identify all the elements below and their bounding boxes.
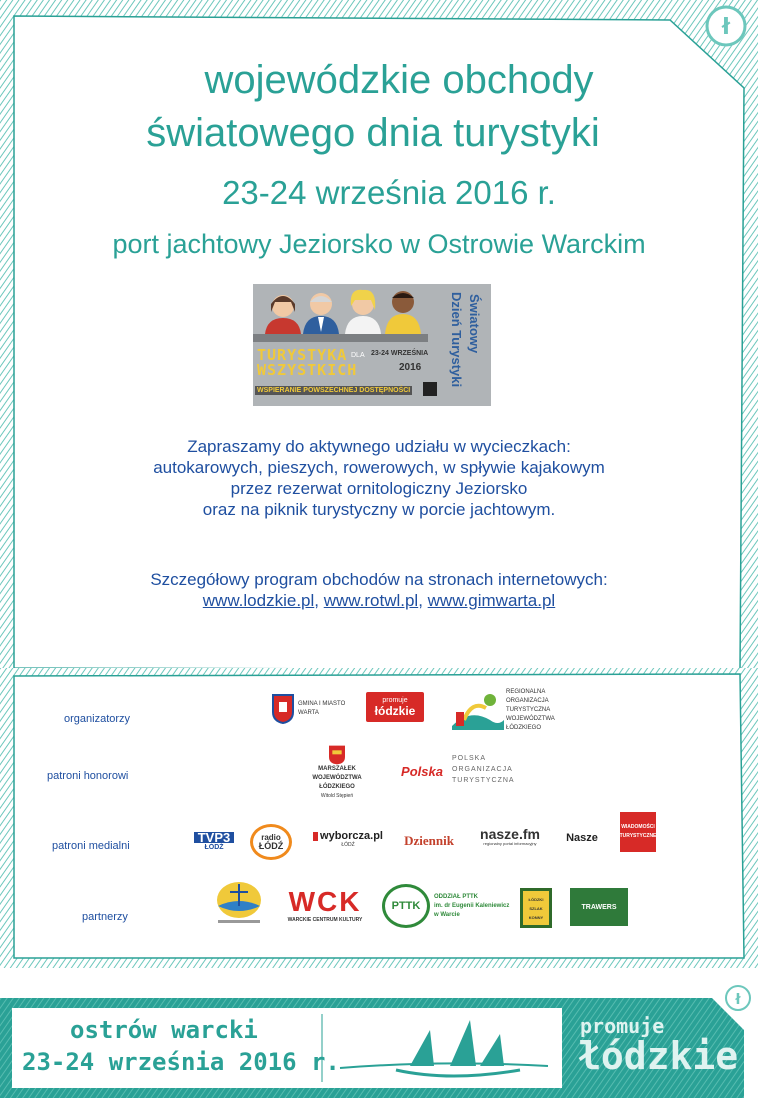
pot-line-2: ORGANIZACJA <box>452 765 513 773</box>
link-gimwarta[interactable]: www.gimwarta.pl <box>427 591 556 610</box>
trawers-logo <box>570 888 628 926</box>
marszalek-line-1: MARSZAŁEK <box>318 766 356 772</box>
marszalek-logo <box>296 745 378 801</box>
marszalek-line-2: WOJEWÓDZTWA ŁÓDZKIEGO <box>312 775 362 790</box>
radio-text: radio <box>261 833 281 842</box>
pttk-logo <box>382 884 430 928</box>
link-separator: , <box>314 591 324 610</box>
nasze-radio-logo <box>560 826 604 850</box>
radio-lodz-logo <box>250 824 292 860</box>
gmina-warta-logo <box>272 693 356 725</box>
logo-vertical-2: Dzień Turystyki <box>449 292 464 388</box>
promuje-lodzkie-logo <box>366 692 424 722</box>
footer-lodzkie-icon <box>724 984 752 1012</box>
lodzkie-corner-icon <box>704 4 748 48</box>
dziennik-text: Dziennik <box>404 832 454 848</box>
partner-kayak-logo <box>212 878 266 926</box>
invitation-line-4: oraz na piknik turystyczny w porcie jachtowym. <box>202 500 556 519</box>
polska-text: Polska <box>401 763 443 779</box>
wck-logo <box>282 886 368 926</box>
logo-year: 2016 <box>399 362 422 373</box>
nasze-text: nasze.fm <box>480 826 540 842</box>
program-links <box>0 590 758 611</box>
wyborcza-text: wyborcza.pl <box>313 832 383 841</box>
polska-logo <box>398 756 446 786</box>
marszalek-line-3: Witold Stępień <box>320 793 354 799</box>
promuje-bottom-text: łódzkie <box>374 704 416 718</box>
logo-line-2: WSZYSTKICH <box>257 361 358 379</box>
rot-logo <box>450 690 560 730</box>
pttk-badge-text: PTTK <box>391 899 421 912</box>
link-lodzkie[interactable]: www.lodzkie.pl <box>202 591 315 610</box>
trawers-text: TRAWERS <box>581 903 617 911</box>
invitation-line-3: przez rezerwat ornitologiczny Jeziorsko <box>230 479 528 498</box>
logo-line-1: TURYSTYKA <box>257 346 348 364</box>
invitation-text <box>0 436 758 520</box>
tvp-city: ŁÓDŹ <box>204 844 224 851</box>
pttk-line-1: ODDZIAŁ PTTK <box>434 893 478 900</box>
svg-text:ł: ł <box>735 992 741 1008</box>
rot-landscape-icon <box>450 690 506 730</box>
warta-crest-icon <box>272 694 294 724</box>
wck-subtitle: WARCKIE CENTRUM KULTURY <box>287 916 363 923</box>
pttk-line-2: im. dr Eugenii Kaleniewicz <box>434 902 510 909</box>
wiadomosci-turystyczne-logo <box>620 812 656 852</box>
event-date: 23-24 września 2016 r. <box>222 174 556 211</box>
section-partners-label: partnerzy <box>82 911 128 923</box>
section-media-label: patroni medialni <box>52 840 130 852</box>
wyborcza-logo <box>310 828 386 854</box>
szlak-line-1: ŁÓDZKI <box>528 896 544 902</box>
promuje-top-text: promuje <box>382 697 408 704</box>
footer-date: 23-24 września 2016 r. <box>22 1048 340 1076</box>
section-organizers-label: organizatorzy <box>64 713 131 725</box>
logo-subtitle: WSPIERANIE POWSZECHNEJ DOSTĘPNOŚCI <box>257 387 411 394</box>
program-text <box>0 569 758 611</box>
wiadomosci-line-2: TURYSTYCZNE <box>619 833 657 839</box>
logo-date: 23-24 WRZEŚNIA <box>371 350 429 357</box>
event-location: port jachtowy Jeziorsko w Ostrowie Warckim <box>112 229 646 259</box>
link-separator: , <box>418 591 428 610</box>
radio-city: ŁÓDŹ <box>258 841 284 851</box>
pttk-text-block <box>434 890 512 922</box>
gmina-text: GMINA I MIASTO WARTA <box>298 701 346 716</box>
szlak-konny-logo <box>520 888 552 928</box>
tvp-text: TVP3 <box>194 832 235 843</box>
footer-lodzkie: łódzkie <box>578 1034 739 1078</box>
invitation-line-2: autokarowych, pieszych, rowerowych, w spływie kajakowym <box>153 458 605 477</box>
pot-line-1: POLSKA <box>452 754 487 762</box>
wyborcza-city: ŁÓDŹ <box>341 842 355 848</box>
invitation-line-1: Zapraszamy do aktywnego udziału w wycieczkach: <box>187 437 571 456</box>
wck-text: WCK <box>288 885 362 917</box>
rot-text: REGIONALNA ORGANIZACJA TURYSTYCZNA WOJEWÓDZTWA ŁÓDZKIEGO <box>506 688 555 731</box>
program-line-1: Szczegółowy program obchodów na stronach internetowych: <box>150 570 608 589</box>
svg-text:ł: ł <box>721 15 731 40</box>
title-line-1: wojewódzkie obchody <box>204 58 594 102</box>
pot-line-3: TURYSTYCZNA <box>452 776 515 784</box>
world-tourism-day-logo <box>253 284 491 406</box>
dziennik-logo <box>398 830 460 850</box>
szlak-line-2: SZLAK KONNY <box>528 905 544 920</box>
nasze-subtitle: regionalny portal informacyjny <box>483 841 537 846</box>
wiadomosci-line-1: WIADOMOŚCI <box>621 824 655 830</box>
link-rotwl[interactable]: www.rotwl.pl <box>323 591 419 610</box>
tvp3-logo <box>190 826 238 858</box>
title-line-2: światowego dnia turystyki <box>146 111 600 155</box>
logo-vertical-1: Światowy <box>467 294 482 354</box>
nasze-radio-text: Nasze <box>566 831 598 844</box>
pot-logo <box>452 752 522 786</box>
footer-promuje: promuje <box>580 1014 665 1038</box>
voivodeship-crest-icon <box>324 745 350 765</box>
footer-location: ostrów warcki <box>70 1016 258 1044</box>
logo-mask-icon <box>423 382 437 396</box>
section-honorary-label: patroni honorowi <box>47 770 129 782</box>
nasze-fm-logo <box>472 826 548 852</box>
pttk-line-3: w Warcie <box>434 911 460 918</box>
logo-dla: DLA <box>351 352 365 359</box>
